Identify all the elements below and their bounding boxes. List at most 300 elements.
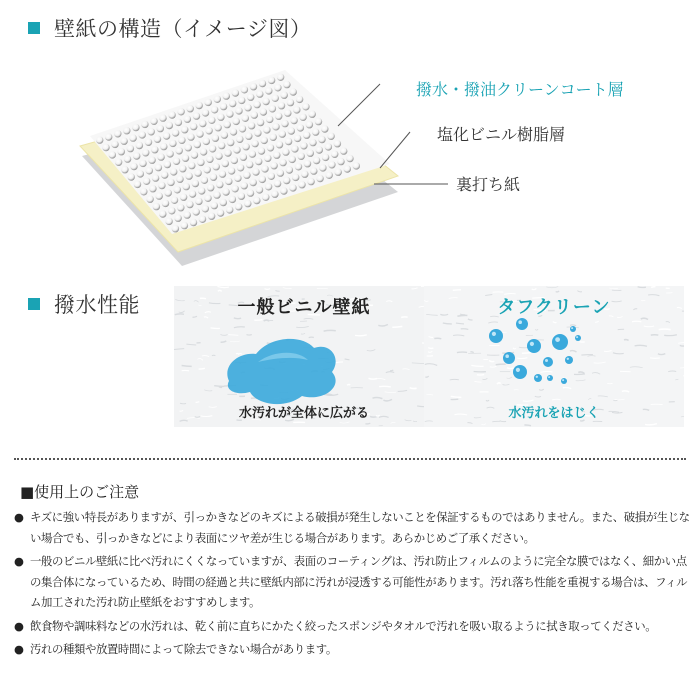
coat-bump: [307, 178, 314, 185]
water-droplet: [543, 357, 553, 367]
coat-bump: [204, 166, 211, 173]
coat-bump: [259, 176, 266, 183]
texture-fiber: [471, 365, 483, 366]
texture-fiber: [254, 320, 262, 321]
coat-bump: [198, 187, 205, 194]
texture-fiber: [186, 344, 196, 345]
coat-bump: [309, 111, 316, 118]
texture-fiber: [425, 376, 428, 377]
texture-fiber: [468, 353, 481, 354]
coat-bump: [256, 186, 263, 193]
texture-fiber: [228, 335, 238, 336]
texture-fiber: [467, 423, 472, 424]
coat-bump: [238, 97, 245, 104]
coat-bump: [262, 98, 269, 105]
coat-bump: [129, 134, 136, 141]
texture-fiber: [683, 375, 684, 376]
texture-fiber: [522, 352, 533, 353]
texture-fiber: [570, 325, 576, 326]
coat-bump: [264, 155, 271, 162]
texture-fiber: [563, 388, 571, 389]
texture-fiber: [546, 287, 558, 288]
texture-fiber: [598, 396, 608, 397]
texture-fiber: [174, 349, 184, 350]
coat-bump: [299, 114, 306, 121]
coat-bump: [172, 225, 179, 232]
coat-bump: [251, 111, 258, 118]
coat-bump: [132, 124, 139, 131]
texture-fiber: [392, 326, 402, 327]
coat-bump: [335, 169, 342, 176]
coat-bump: [167, 179, 174, 186]
droplet-highlight: [518, 320, 522, 324]
coat-bump: [240, 154, 247, 161]
texture-fiber: [434, 338, 441, 339]
coat-bump: [327, 133, 334, 140]
coat-bump: [226, 206, 233, 213]
coat-bump: [148, 128, 155, 135]
coat-bump: [289, 184, 296, 191]
texture-fiber: [552, 399, 561, 400]
coat-bump: [152, 174, 159, 181]
coat-bump: [203, 138, 210, 145]
texture-fiber: [268, 320, 273, 321]
texture-fiber: [470, 352, 473, 353]
coat-bump: [277, 169, 284, 176]
standard-vinyl-panel: [174, 286, 434, 427]
water-droplet: [561, 378, 567, 384]
coat-bump: [148, 157, 155, 164]
droplet-highlight: [530, 342, 534, 346]
coat-bump: [274, 180, 281, 187]
coat-bump: [239, 125, 246, 132]
coat-bump: [208, 213, 215, 220]
coat-bump: [127, 145, 134, 152]
texture-fiber: [668, 371, 676, 372]
coat-bump: [134, 181, 141, 188]
structure-heading: [28, 13, 311, 43]
coat-bump: [224, 149, 231, 156]
backing-paper-label: 裏打ち紙: [456, 175, 521, 194]
coat-bump: [227, 139, 234, 146]
coat-bump: [197, 159, 204, 166]
coat-bump: [295, 163, 302, 170]
note-item: [14, 616, 692, 637]
coat-bump: [254, 129, 261, 136]
coat-bump: [206, 156, 213, 163]
texture-fiber: [532, 289, 537, 290]
coat-bump: [226, 110, 233, 117]
texture-fiber: [632, 321, 641, 322]
coat-bump: [159, 210, 166, 217]
coat-bump: [246, 161, 253, 168]
coat-bump: [245, 133, 252, 140]
coat-bump: [166, 122, 173, 129]
coat-bump: [228, 167, 235, 174]
wallpaper-structure-diagram: [0, 40, 700, 280]
texture-fiber: [369, 378, 378, 379]
coat-bump: [193, 112, 200, 119]
coat-bump: [161, 171, 168, 178]
usage-notes-title: ■使用上のご注意: [20, 483, 140, 501]
texture-fiber: [594, 362, 606, 363]
texture-fiber: [540, 371, 552, 372]
coat-bump: [214, 124, 221, 131]
coat-bump: [199, 216, 206, 223]
water-droplet: [534, 374, 542, 382]
coat-bump: [188, 162, 195, 169]
droplet-highlight: [562, 379, 564, 381]
coat-bump: [250, 83, 257, 90]
texture-fiber: [378, 325, 388, 326]
water-stain-spread: [227, 339, 335, 404]
coat-bump: [171, 197, 178, 204]
texture-fiber: [535, 396, 541, 397]
water-droplet: [503, 352, 515, 364]
coat-bump: [109, 151, 116, 158]
texture-fiber: [553, 322, 557, 323]
coat-bump: [289, 156, 296, 163]
texture-fiber: [301, 333, 305, 334]
coat-bump: [196, 102, 203, 109]
water-droplet: [570, 326, 576, 332]
coat-layer-label: 撥水・撥油クリーンコート層: [416, 80, 624, 99]
coat-bump: [172, 129, 179, 136]
coat-bump: [322, 154, 329, 161]
standard-vinyl-title: 一般ビニル壁紙: [237, 297, 371, 318]
coat-bump: [141, 121, 148, 128]
texture-fiber: [383, 399, 392, 401]
coat-bump: [181, 222, 188, 229]
coat-bump: [243, 172, 250, 179]
coat-bump: [241, 182, 248, 189]
water-droplet: [513, 365, 527, 379]
texture-fiber: [335, 362, 343, 363]
droplet-highlight: [536, 376, 538, 378]
coat-bump: [221, 131, 228, 138]
coat-bump: [276, 141, 283, 148]
coat-bump: [111, 141, 118, 148]
texture-fiber: [595, 321, 599, 322]
texture-fiber: [453, 290, 461, 291]
coat-bump: [170, 168, 177, 175]
texture-fiber: [524, 425, 531, 426]
coat-bump: [181, 126, 188, 133]
texture-fiber: [666, 322, 670, 323]
coat-bump: [180, 194, 187, 201]
coat-bump: [153, 203, 160, 210]
texture-fiber: [391, 422, 396, 423]
coat-bump: [165, 218, 172, 225]
texture-fiber: [398, 390, 407, 391]
texture-fiber: [574, 374, 585, 375]
texture-fiber: [219, 387, 222, 388]
note-item: [14, 507, 692, 548]
coat-bump: [158, 182, 165, 189]
texture-fiber: [630, 367, 643, 368]
coat-bump: [316, 175, 323, 182]
coat-bump: [309, 139, 316, 146]
coat-bump: [128, 173, 135, 180]
coat-bump: [149, 185, 156, 192]
coat-bump: [150, 118, 157, 125]
coat-bump: [229, 196, 236, 203]
coat-bump: [279, 130, 286, 137]
coat-bump: [137, 170, 144, 177]
droplet-highlight: [492, 332, 496, 336]
coat-bump: [353, 162, 360, 169]
repellency-heading-text: 撥水性能: [54, 293, 140, 317]
texture-fiber: [519, 347, 528, 348]
coat-bump: [266, 116, 273, 123]
texture-fiber: [607, 383, 612, 384]
coat-bump: [195, 198, 202, 205]
coat-bump: [174, 215, 181, 222]
coat-bump: [139, 131, 146, 138]
coat-bump: [313, 157, 320, 164]
texture-fiber: [296, 326, 309, 327]
texture-fiber: [403, 369, 410, 370]
coat-bump: [272, 95, 279, 102]
note-text: 汚れの種類や放置時間によって除去できない場合があります。: [30, 642, 337, 656]
texture-fiber: [503, 384, 510, 385]
dotted-divider: [14, 458, 686, 460]
coat-bump: [146, 196, 153, 203]
texture-fiber: [570, 351, 577, 352]
texture-fiber: [624, 340, 629, 341]
texture-fiber: [644, 326, 654, 327]
note-item: [14, 551, 692, 613]
coat-bump: [261, 165, 268, 172]
coat-bump: [201, 177, 208, 184]
texture-fiber: [386, 372, 394, 373]
coat-bump: [204, 195, 211, 202]
coat-bump: [205, 99, 212, 106]
tough-clean-title: タフクリーン: [497, 297, 611, 318]
texture-fiber: [477, 374, 484, 375]
coat-bump: [200, 148, 207, 155]
coat-bump: [184, 116, 191, 123]
coat-bump: [212, 135, 219, 142]
coat-bump: [249, 150, 256, 157]
coat-bump: [290, 117, 297, 124]
texture-fiber: [198, 359, 203, 361]
coat-bump: [218, 142, 225, 149]
coat-bump: [346, 155, 353, 162]
coat-bump: [146, 167, 153, 174]
texture-fiber: [410, 388, 417, 389]
coat-bump: [278, 102, 285, 109]
coat-bump: [159, 114, 166, 121]
coat-bump: [230, 128, 237, 135]
texture-fiber: [443, 323, 452, 324]
texture-fiber: [615, 399, 625, 400]
texture-fiber: [507, 368, 514, 369]
coat-bump: [283, 81, 290, 88]
coat-bump: [233, 118, 240, 125]
coat-bump: [194, 169, 201, 176]
coat-bump: [291, 145, 298, 152]
droplet-highlight: [567, 358, 569, 360]
texture-fiber: [588, 399, 591, 400]
texture-fiber: [678, 342, 684, 343]
texture-fiber: [373, 398, 383, 399]
texture-fiber: [340, 422, 350, 423]
droplet-highlight: [505, 354, 509, 358]
coat-bump: [247, 189, 254, 196]
coat-bump: [298, 153, 305, 160]
texture-fiber: [658, 354, 665, 355]
coat-bump: [207, 184, 214, 191]
note-item: [14, 639, 692, 660]
coat-bump: [253, 197, 260, 204]
bullet: ●: [14, 554, 24, 568]
coat-bump: [331, 151, 338, 158]
coat-bump: [272, 123, 279, 130]
coat-bump: [157, 153, 164, 160]
coat-bump: [238, 193, 245, 200]
texture-fiber: [412, 363, 425, 364]
coat-bump: [219, 170, 226, 177]
water-droplet: [547, 375, 553, 381]
coat-bump: [306, 121, 313, 128]
coat-bump: [105, 133, 112, 140]
coat-bump: [265, 87, 272, 94]
coat-bump: [326, 172, 333, 179]
texture-fiber: [202, 356, 209, 357]
coat-bump: [160, 143, 167, 150]
coat-bump: [277, 74, 284, 81]
coat-bump: [216, 181, 223, 188]
coat-bump: [235, 203, 242, 210]
coat-bump: [273, 152, 280, 159]
coat-bump: [286, 166, 293, 173]
texture-fiber: [622, 391, 629, 392]
coat-bump: [189, 190, 196, 197]
texture-fiber: [324, 330, 336, 331]
coat-bump: [281, 120, 288, 127]
coat-bump: [151, 146, 158, 153]
coat-bump: [302, 103, 309, 110]
texture-fiber: [613, 353, 624, 354]
texture-fiber: [218, 290, 222, 291]
texture-fiber: [675, 379, 678, 380]
texture-fiber: [507, 377, 512, 378]
coat-bump: [183, 183, 190, 190]
coat-bump: [205, 127, 212, 134]
coat-bump: [220, 103, 227, 110]
coat-bump: [220, 199, 227, 206]
coat-bump: [173, 158, 180, 165]
coat-bump: [315, 118, 322, 125]
bullet: ●: [14, 618, 24, 633]
coat-bump: [209, 145, 216, 152]
coat-bump: [251, 140, 258, 147]
coat-bump: [176, 176, 183, 183]
texture-fiber: [645, 424, 657, 425]
coat-bump: [225, 178, 232, 185]
coat-bump: [210, 174, 217, 181]
coat-bump: [121, 166, 128, 173]
coat-bump: [124, 155, 131, 162]
texture-fiber: [489, 361, 494, 362]
coat-bump: [175, 119, 182, 126]
coat-bump: [283, 177, 290, 184]
texture-fiber: [347, 384, 350, 385]
coat-bump: [168, 111, 175, 118]
coat-bump: [115, 159, 122, 166]
texture-fiber: [461, 329, 469, 330]
coat-bump: [163, 132, 170, 139]
coat-bump: [154, 136, 161, 143]
coat-bump: [279, 159, 286, 166]
layer-illustration: [0, 40, 700, 280]
coat-bump: [288, 127, 295, 134]
texture-fiber: [588, 356, 596, 357]
coat-bump: [344, 165, 351, 172]
coat-bump: [184, 211, 191, 218]
coat-bump: [304, 160, 311, 167]
coat-bump: [292, 174, 299, 181]
coat-bump: [270, 134, 277, 141]
texture-fiber: [345, 359, 350, 360]
coat-bump: [162, 200, 169, 207]
coat-bump: [257, 119, 264, 126]
coat-bump: [120, 138, 127, 145]
coat-bump: [310, 167, 317, 174]
leader-line-resin: [380, 132, 410, 168]
coat-bump: [223, 92, 230, 99]
coat-bump: [214, 96, 221, 103]
texture-fiber: [483, 378, 488, 379]
coat-bump: [298, 181, 305, 188]
texture-fiber: [275, 291, 279, 292]
droplet-highlight: [576, 336, 578, 338]
coat-bump: [194, 141, 201, 148]
coat-bump: [263, 126, 270, 133]
coat-bump: [231, 157, 238, 164]
texture-fiber: [211, 328, 220, 329]
coat-bump: [242, 143, 249, 150]
texture-fiber: [497, 383, 501, 384]
coat-bump: [187, 105, 194, 112]
coat-bump: [296, 96, 303, 103]
leader-line-coat: [338, 84, 380, 126]
coat-bump: [262, 194, 269, 201]
texture-fiber: [265, 289, 271, 290]
texture-fiber: [490, 366, 497, 367]
resin-layer-label: 塩化ビニル樹脂層: [437, 125, 566, 144]
texture-fiber: [481, 424, 486, 425]
texture-fiber: [355, 335, 367, 336]
coat-bump: [136, 142, 143, 149]
coat-bump: [179, 165, 186, 172]
coat-bump: [247, 94, 254, 101]
texture-fiber: [474, 381, 481, 382]
water-droplet: [516, 318, 528, 330]
texture-fiber: [218, 286, 229, 287]
coat-bump: [114, 130, 121, 137]
coat-bump: [301, 171, 308, 178]
coat-bump: [192, 180, 199, 187]
coat-bump: [177, 204, 184, 211]
texture-fiber: [365, 423, 370, 424]
texture-fiber: [367, 350, 376, 351]
coat-bump: [190, 123, 197, 130]
coat-bump: [202, 205, 209, 212]
coat-bump: [130, 163, 137, 170]
coat-bump: [235, 107, 242, 114]
